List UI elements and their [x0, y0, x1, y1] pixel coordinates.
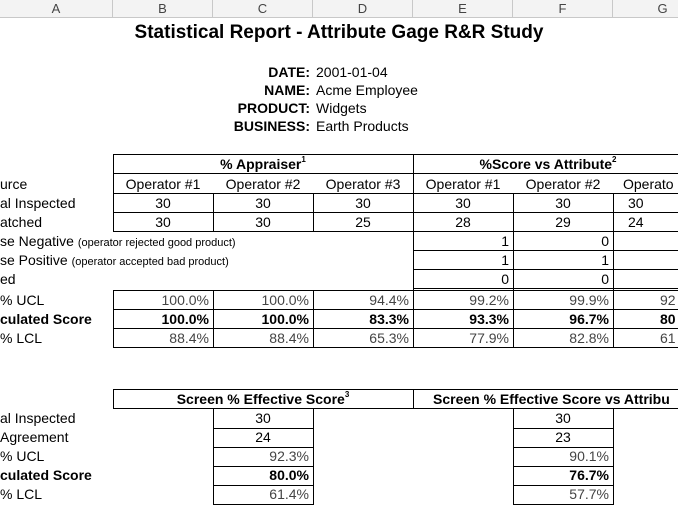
report-title: Statistical Report - Attribute Gage R&R Study: [134, 22, 544, 43]
grid-line: [313, 409, 314, 505]
false-positive-label: se Positive: [0, 252, 68, 268]
false-positive-note: (operator accepted bad product): [71, 256, 229, 268]
screen-effective-header-text: Screen % Effective Score: [176, 391, 345, 407]
operator-header: Operator #1: [125, 176, 201, 192]
table-cell[interactable]: 92: [660, 292, 676, 308]
table-cell[interactable]: 100.0%: [261, 292, 309, 308]
false-negative-label: se Negative: [0, 233, 74, 249]
table-cell[interactable]: 90.1%: [569, 448, 609, 464]
row-label-matched: atched: [0, 214, 43, 230]
table-cell[interactable]: 65.3%: [369, 330, 409, 346]
table-cell[interactable]: 25: [355, 214, 371, 230]
name-label: NAME:: [264, 82, 310, 98]
table-cell[interactable]: 23: [555, 429, 571, 445]
screen-effective-header: [113, 390, 413, 409]
operator-header: Operator #3: [325, 176, 401, 192]
screen-vs-attribute-header: Screen % Effective Score vs Attribu: [433, 391, 670, 407]
row-label-lcl-2: % LCL: [0, 486, 43, 502]
row-label-false-positive: [0, 251, 412, 270]
grid-line: [613, 193, 614, 348]
row-label-lcl: % LCL: [0, 330, 43, 346]
operator-header: Operator #1: [425, 176, 501, 192]
table-cell[interactable]: 1: [501, 233, 509, 249]
row-label-false-negative: [0, 232, 412, 251]
table-cell[interactable]: 83.3%: [369, 311, 409, 327]
table-cell[interactable]: 1: [601, 252, 609, 268]
table-cell[interactable]: 0: [601, 271, 609, 287]
row-label-ucl-2: % UCL: [0, 448, 45, 464]
table-cell[interactable]: 77.9%: [469, 330, 509, 346]
score-header-text: %Score vs Attribute: [479, 156, 613, 172]
column-header-a[interactable]: A: [0, 0, 113, 18]
table-cell[interactable]: 88.4%: [269, 330, 309, 346]
business-value[interactable]: Earth Products: [316, 118, 409, 134]
appraiser-header: [113, 155, 413, 174]
operator-header: Operator #2: [225, 176, 301, 192]
product-label: PRODUCT:: [237, 100, 310, 116]
row-label-ucl: % UCL: [0, 292, 45, 308]
table-cell[interactable]: 61.4%: [269, 486, 309, 502]
footnote-2: 2: [612, 155, 617, 164]
table-cell[interactable]: 24: [628, 214, 644, 230]
table-cell[interactable]: 30: [155, 214, 171, 230]
row-label-calculated-score: culated Score: [0, 311, 92, 327]
table-cell[interactable]: 30: [555, 410, 571, 426]
footnote-3: 3: [344, 390, 350, 399]
column-header-e[interactable]: E: [413, 0, 513, 18]
table-cell[interactable]: 93.3%: [469, 311, 509, 327]
table-cell[interactable]: 0: [501, 271, 509, 287]
table-cell[interactable]: 57.7%: [569, 486, 609, 502]
table-cell[interactable]: 29: [555, 214, 571, 230]
table-cell[interactable]: 30: [255, 195, 271, 211]
product-value[interactable]: Widgets: [316, 100, 367, 116]
column-header-d[interactable]: D: [313, 0, 413, 18]
table-cell[interactable]: 24: [255, 429, 271, 445]
column-header-f[interactable]: F: [513, 0, 613, 18]
table-cell[interactable]: 94.4%: [369, 292, 409, 308]
name-value[interactable]: Acme Employee: [316, 82, 418, 98]
source-label: urce: [0, 176, 28, 192]
column-header-b[interactable]: B: [113, 0, 213, 18]
row-label-agreement: Agreement: [0, 429, 69, 445]
operator-header: Operator #2: [525, 176, 601, 192]
table-cell[interactable]: 80.0%: [269, 467, 309, 483]
column-header-c[interactable]: C: [213, 0, 313, 18]
date-value[interactable]: 2001-01-04: [316, 64, 388, 80]
table-cell[interactable]: 80: [660, 311, 676, 327]
table-cell[interactable]: 28: [455, 214, 471, 230]
table-cell[interactable]: 100.0%: [161, 292, 209, 308]
table-cell[interactable]: 100.0%: [261, 311, 309, 327]
table-cell[interactable]: 99.2%: [469, 292, 509, 308]
table-cell[interactable]: 30: [255, 214, 271, 230]
score-header: [413, 155, 678, 174]
date-label: DATE:: [268, 64, 310, 80]
business-label: BUSINESS:: [233, 118, 310, 134]
table-cell[interactable]: 30: [155, 195, 171, 211]
row-label-mixed: ed: [0, 271, 16, 287]
table-cell[interactable]: 0: [601, 233, 609, 249]
table-cell[interactable]: 92.3%: [269, 448, 309, 464]
table-cell[interactable]: 99.9%: [569, 292, 609, 308]
row-label-total-inspected-2: al Inspected: [0, 410, 76, 426]
column-header-g[interactable]: G: [613, 0, 678, 18]
table-cell[interactable]: 100.0%: [161, 311, 209, 327]
row-label-total-inspected: al Inspected: [0, 195, 76, 211]
row-label-calculated-score-2: culated Score: [0, 467, 92, 483]
table-cell[interactable]: 30: [355, 195, 371, 211]
table-cell[interactable]: 88.4%: [169, 330, 209, 346]
appraiser-header-text: % Appraiser: [220, 156, 302, 172]
table-cell[interactable]: 30: [255, 410, 271, 426]
table-cell[interactable]: 76.7%: [569, 467, 609, 483]
table-cell[interactable]: 30: [455, 195, 471, 211]
grid-line: [213, 504, 313, 505]
table-cell[interactable]: 1: [501, 252, 509, 268]
grid-line: [513, 504, 613, 505]
column-header-bar: [0, 0, 678, 18]
table-cell[interactable]: 96.7%: [569, 311, 609, 327]
table-cell[interactable]: 82.8%: [569, 330, 609, 346]
footnote-1: 1: [301, 155, 306, 164]
grid-line: [613, 409, 614, 505]
table-cell[interactable]: 30: [628, 195, 644, 211]
table-cell[interactable]: 30: [555, 195, 571, 211]
table-cell[interactable]: 61: [660, 330, 676, 346]
false-negative-note: (operator rejected good product): [77, 237, 236, 249]
operator-header: Operato: [623, 176, 674, 192]
